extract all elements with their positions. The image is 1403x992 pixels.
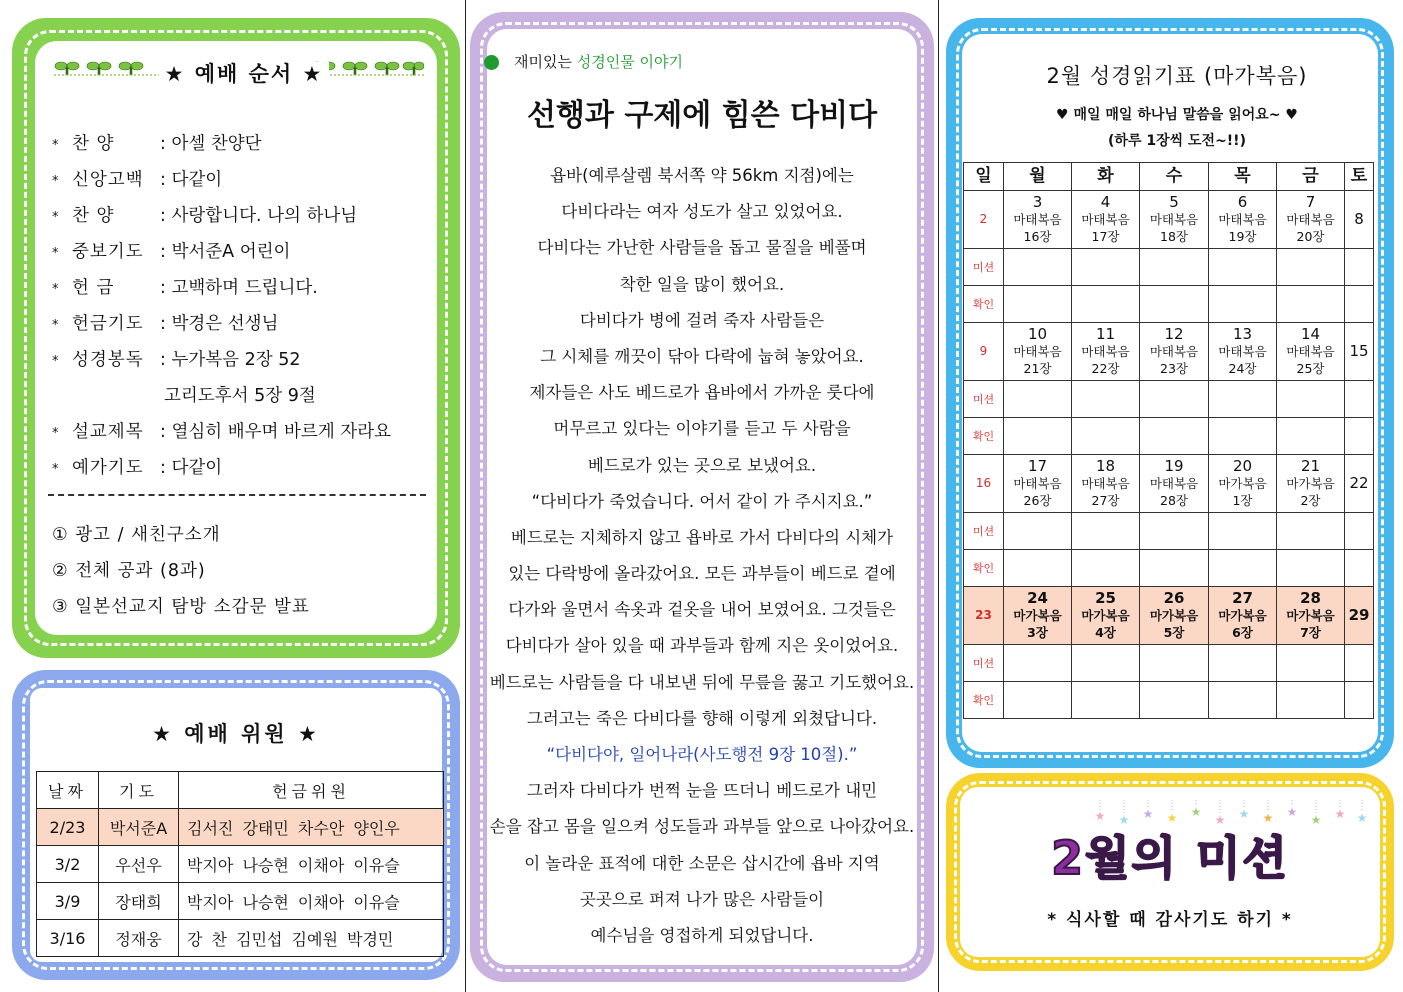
day-number: 25: [1095, 589, 1116, 607]
book-name: 마태복음: [1081, 476, 1130, 491]
date-cell: 3/16: [37, 920, 99, 957]
chapter: 28장: [1160, 493, 1188, 508]
weekday-header: 일: [964, 163, 1004, 191]
date-cell: 3/2: [37, 846, 99, 883]
chapter: 25장: [1296, 361, 1325, 376]
bullet-dot-icon: [484, 55, 499, 70]
table-row: [37, 809, 444, 846]
heart-icon: ♥: [1056, 107, 1069, 123]
check-row: [964, 682, 1374, 719]
book-name: 마태복음: [1081, 212, 1130, 227]
chapter: 5장: [1163, 625, 1185, 640]
checkbox-cell[interactable]: [1004, 550, 1072, 587]
heart-icon: ♥: [1285, 107, 1298, 123]
reading-cell: [1140, 323, 1209, 381]
book-name: 마가복음: [1286, 608, 1335, 623]
asterisk-bullet: *: [52, 462, 59, 477]
column-header: 날짜: [37, 772, 99, 809]
story-subtitle: [514, 51, 683, 72]
story-line: 손을 잡고 몸을 일으켜 성도들과 과부들 앞으로 나아갔어요.: [489, 817, 915, 837]
order-item-label: 찬 양: [72, 206, 115, 226]
reading-cell: [1072, 455, 1140, 513]
checkbox-cell[interactable]: [1072, 513, 1140, 550]
book-name: 마태복음: [1013, 212, 1062, 227]
mission-row: [964, 381, 1374, 418]
reading-cell: [1004, 191, 1072, 249]
reading-cell: [1209, 587, 1277, 645]
checkbox-cell[interactable]: [1004, 418, 1072, 455]
asterisk-bullet: *: [52, 138, 59, 153]
story-line: 다비다가 살아 있을 때 과부들과 함께 지은 옷이었어요.: [505, 636, 899, 656]
story-subtitle-highlight: 성경인물 이야기: [576, 53, 683, 71]
svg-text:★: ★: [1094, 809, 1106, 823]
day-number: 20: [1232, 457, 1253, 475]
order-item: [52, 414, 391, 450]
checkbox-cell[interactable]: [1277, 513, 1345, 550]
committee-table: [36, 771, 444, 957]
checkbox-cell[interactable]: [1345, 286, 1374, 323]
checkbox-cell[interactable]: [1209, 249, 1277, 286]
story-line: 이 놀라운 표적에 대한 소문은 삽시간에 욥바 지역: [524, 853, 880, 873]
chapter: 6장: [1232, 625, 1253, 640]
mission-label: 미션: [964, 249, 1004, 286]
chapter: 21장: [1023, 361, 1052, 376]
chapter: 26장: [1023, 493, 1052, 508]
checkbox-cell[interactable]: [1072, 550, 1140, 587]
committee-title: ★ 예배 위원 ★: [152, 722, 320, 746]
calendar-week-row: [964, 455, 1374, 513]
calendar-week-row: [964, 323, 1374, 381]
chapter: 16장: [1023, 229, 1052, 244]
weekday-header: 목: [1209, 163, 1277, 191]
chapter: 19장: [1228, 229, 1257, 244]
order-item-value: : 열심히 배우며 바르게 자라요: [160, 422, 392, 442]
order-item-label: 설교제목: [72, 422, 144, 442]
book-name: 마태복음: [1149, 212, 1199, 227]
prayer-cell: 박서준A: [99, 809, 179, 846]
checkbox-cell[interactable]: [1004, 513, 1072, 550]
order-item-label: 중보기도: [72, 242, 144, 262]
sunday-date: 9: [964, 323, 1004, 381]
check-row: [964, 418, 1374, 455]
asterisk-bullet: *: [52, 210, 59, 225]
day-number: 10: [1027, 325, 1048, 343]
notice-item: ③ 일본선교지 탐방 소감문 발표: [52, 597, 310, 617]
story-line: 있는 다락방에 올라갔어요. 모든 과부들이 베드로 곁에: [508, 564, 896, 584]
members-cell: 박지아 나승현 이채아 이유슬: [179, 883, 444, 920]
reading-cell: [1277, 587, 1345, 645]
story-line: 다가와 울면서 속옷과 겉옷을 내어 보였어요. 그것들은: [508, 600, 896, 620]
sunday-date: 2: [964, 191, 1004, 249]
saturday-date: 29: [1345, 587, 1374, 645]
checkbox-cell[interactable]: [1277, 550, 1345, 587]
table-row: [37, 846, 444, 883]
chapter: 22장: [1091, 361, 1120, 376]
checkbox-cell[interactable]: [1345, 381, 1374, 418]
book-name: 마가복음: [1081, 608, 1130, 623]
checkbox-cell[interactable]: [1004, 249, 1072, 286]
story-line: 곳곳으로 퍼져 나가 많은 사람들이: [579, 889, 825, 909]
checkbox-cell[interactable]: [1345, 645, 1374, 682]
order-item: [52, 270, 391, 306]
checkbox-cell[interactable]: [1140, 249, 1209, 286]
svg-text:★: ★: [1190, 805, 1202, 819]
day-number: 12: [1164, 325, 1184, 343]
sunday-date: 16: [964, 455, 1004, 513]
chapter: 1장: [1232, 493, 1253, 508]
order-item: [52, 450, 391, 486]
chapter: 4장: [1095, 625, 1116, 640]
reading-cell: [1004, 587, 1072, 645]
checkbox-cell[interactable]: [1072, 418, 1140, 455]
checkbox-cell[interactable]: [1277, 249, 1345, 286]
reading-cell: [1072, 587, 1140, 645]
order-item: [52, 126, 391, 162]
checkbox-cell[interactable]: [1277, 418, 1345, 455]
book-name: 마가복음: [1218, 476, 1267, 491]
svg-text:★: ★: [1118, 813, 1130, 827]
checkbox-cell[interactable]: [1345, 513, 1374, 550]
story-line: 다비다는 가난한 사람들을 돕고 물질을 베풀며: [537, 238, 867, 258]
checkbox-cell[interactable]: [1345, 418, 1374, 455]
reading-cell: [1004, 455, 1072, 513]
day-number: 21: [1300, 457, 1321, 475]
checkbox-cell[interactable]: [1209, 418, 1277, 455]
svg-text:★: ★: [1334, 807, 1346, 821]
members-cell: 강 찬 김민섭 김예원 박경민: [179, 920, 444, 957]
order-item-label: 성경봉독: [72, 350, 144, 370]
checkbox-cell[interactable]: [1209, 645, 1277, 682]
weekday-header: 토: [1345, 163, 1374, 191]
members-cell: 김서진 강태민 차수안 양인우: [179, 809, 444, 846]
story-line: 베드로는 사람들을 다 내보낸 뒤에 무릎을 꿇고 기도했어요.: [489, 672, 915, 692]
book-name: 마태복음: [1286, 212, 1335, 227]
sunday-date: 23: [964, 587, 1004, 645]
mission-label: 미션: [964, 381, 1004, 418]
order-item-value: : 다같이: [160, 170, 223, 190]
checkbox-cell[interactable]: [1277, 682, 1345, 719]
notice-item: ① 광고 / 새친구소개: [52, 525, 221, 545]
chapter: 2장: [1300, 493, 1321, 508]
weekday-header: 수: [1140, 163, 1209, 191]
reading-cell: [1140, 191, 1209, 249]
order-item-value: 고리도후서 5장 9절: [164, 386, 316, 406]
order-item-value: : 박경은 선생님: [160, 314, 279, 334]
chapter: 3장: [1027, 625, 1048, 640]
column-divider: [938, 0, 939, 992]
check-label: 확인: [964, 286, 1004, 323]
mission-text: * 식사할 때 감사기도 하기 *: [1047, 910, 1293, 930]
reading-cell: [1277, 191, 1345, 249]
column-header: 기도: [99, 772, 179, 809]
reading-cell: [1004, 323, 1072, 381]
order-item-label: 헌금기도: [72, 314, 144, 334]
order-item-value: : 박서준A 어린이: [160, 242, 291, 262]
svg-text:★: ★: [1262, 811, 1274, 825]
table-row: [37, 920, 444, 957]
reading-cell: [1209, 191, 1277, 249]
reading-cell: [1277, 323, 1345, 381]
asterisk-bullet: *: [52, 426, 59, 441]
day-number: 27: [1232, 589, 1253, 607]
checkbox-cell[interactable]: [1277, 286, 1345, 323]
checkbox-cell[interactable]: [1072, 682, 1140, 719]
day-number: 6: [1237, 193, 1248, 211]
reading-challenge: (하루 1장씩 도전~!!): [1108, 133, 1246, 149]
reading-cell: [1277, 455, 1345, 513]
svg-text:★: ★: [1142, 807, 1154, 821]
calendar-week-row: [964, 191, 1374, 249]
day-number: 17: [1027, 457, 1048, 475]
reading-calendar: [963, 162, 1374, 719]
asterisk-bullet: *: [52, 318, 59, 333]
day-number: 5: [1169, 193, 1179, 211]
column-header: 헌금위원: [179, 772, 444, 809]
order-item: [52, 306, 391, 342]
checkbox-cell[interactable]: [1345, 550, 1374, 587]
checkbox-cell[interactable]: [1345, 682, 1374, 719]
checkbox-cell[interactable]: [1140, 645, 1209, 682]
story-line: 그 시체를 깨끗이 닦아 다락에 눕혀 놓았어요.: [540, 346, 864, 366]
date-cell: 2/23: [37, 809, 99, 846]
book-name: 마가복음: [1286, 476, 1335, 491]
story-line: 예수님을 영접하게 되었답니다.: [590, 925, 814, 945]
book-name: 마태복음: [1218, 212, 1267, 227]
day-number: 24: [1027, 589, 1048, 607]
mission-label: 미션: [964, 513, 1004, 550]
members-cell: 박지아 나승현 이채아 이유슬: [179, 846, 444, 883]
checkbox-cell[interactable]: [1140, 418, 1209, 455]
chapter: 20장: [1296, 229, 1325, 244]
order-item-value: : 아셀 찬양단: [160, 134, 262, 154]
book-name: 마가복음: [1149, 608, 1199, 623]
checkbox-cell[interactable]: [1277, 381, 1345, 418]
chapter: 18장: [1160, 229, 1188, 244]
order-item-label: 예가기도: [72, 458, 144, 478]
order-item-label: 신앙고백: [72, 170, 144, 190]
book-name: 마태복음: [1149, 476, 1199, 491]
order-item: [52, 378, 391, 414]
mission-row: [964, 513, 1374, 550]
checkbox-cell[interactable]: [1004, 645, 1072, 682]
weekday-header: 금: [1277, 163, 1345, 191]
checkbox-cell[interactable]: [1004, 682, 1072, 719]
chapter: 17장: [1091, 229, 1120, 244]
asterisk-bullet: *: [52, 246, 59, 261]
order-item-label: 찬 양: [72, 134, 115, 154]
svg-text:★: ★: [1214, 813, 1226, 827]
story-subtitle-prefix: 재미있는: [514, 53, 572, 71]
asterisk-bullet: *: [52, 174, 59, 189]
order-item: [52, 234, 391, 270]
checkbox-cell[interactable]: [1209, 550, 1277, 587]
story-line: 그러자 다비다가 번쩍 눈을 뜨더니 베드로가 내민: [526, 781, 878, 801]
checkbox-cell[interactable]: [1140, 381, 1209, 418]
order-item: [52, 342, 391, 378]
story-line: 욥바(예루살렘 북서쪽 약 56km 지점)에는: [550, 166, 854, 185]
checkbox-cell[interactable]: [1209, 513, 1277, 550]
table-header-row: [37, 772, 444, 809]
order-item-value: : 고백하며 드립니다.: [160, 278, 318, 298]
reading-cell: [1072, 323, 1140, 381]
saturday-date: 22: [1345, 455, 1374, 513]
story-line: 머무르고 있다는 이야기를 듣고 두 사람을: [553, 419, 851, 439]
checkbox-cell[interactable]: [1140, 550, 1209, 587]
asterisk-bullet: *: [52, 354, 59, 369]
prayer-cell: 정재웅: [99, 920, 179, 957]
story-line: 착한 일을 많이 했어요.: [619, 274, 785, 294]
checkbox-cell[interactable]: [1277, 645, 1345, 682]
column-divider: [465, 0, 466, 992]
check-label: 확인: [964, 682, 1004, 719]
day-number: 26: [1163, 589, 1185, 607]
story-line: “다비다가 죽었습니다. 어서 같이 가 주시지요.”: [531, 491, 873, 511]
checkbox-cell[interactable]: [1072, 286, 1140, 323]
svg-text:★: ★: [1310, 813, 1322, 827]
book-name: 마태복음: [1149, 344, 1199, 359]
order-item-value: : 다같이: [160, 458, 223, 478]
checkbox-cell[interactable]: [1140, 286, 1209, 323]
chapter: 23장: [1160, 361, 1188, 376]
checkbox-cell[interactable]: [1072, 645, 1140, 682]
reading-cell: [1140, 587, 1209, 645]
mission-row: [964, 249, 1374, 286]
story-line: “다비다야, 일어나라(사도행전 9장 10절).”: [546, 745, 858, 764]
day-number: 14: [1300, 325, 1321, 343]
checkbox-cell[interactable]: [1004, 381, 1072, 418]
asterisk-bullet: *: [52, 282, 59, 297]
reading-cell: [1140, 455, 1209, 513]
reading-subtitle: ♥ 매일 매일 하나님 말씀을 읽어요~ ♥: [1056, 107, 1298, 123]
saturday-date: 8: [1345, 191, 1374, 249]
checkbox-cell[interactable]: [1004, 286, 1072, 323]
check-label: 확인: [964, 550, 1004, 587]
checkbox-cell[interactable]: [1209, 682, 1277, 719]
check-row: [964, 286, 1374, 323]
day-number: 7: [1305, 193, 1316, 211]
reading-cell: [1072, 191, 1140, 249]
calendar-week-row: [964, 587, 1374, 645]
order-item-label: 헌 금: [72, 278, 115, 298]
svg-text:★: ★: [1356, 811, 1368, 825]
book-name: 마가복음: [1218, 608, 1267, 623]
svg-text:★: ★: [1286, 805, 1298, 819]
dashed-separator: [48, 494, 426, 496]
reading-cell: [1209, 455, 1277, 513]
prayer-cell: 장태희: [99, 883, 179, 920]
story-line: 베드로는 지체하지 않고 욥바로 가서 다비다의 시체가: [510, 527, 894, 547]
check-row: [964, 550, 1374, 587]
day-number: 13: [1232, 325, 1253, 343]
checkbox-cell[interactable]: [1140, 682, 1209, 719]
story-line: 베드로가 있는 곳으로 보냈어요.: [587, 455, 817, 475]
book-name: 마태복음: [1013, 476, 1062, 491]
story-line: 다비다라는 여자 성도가 살고 있었어요.: [561, 202, 843, 222]
day-number: 3: [1032, 193, 1043, 211]
saturday-date: 15: [1345, 323, 1374, 381]
mission-label: 미션: [964, 645, 1004, 682]
notice-item: ② 전체 공과 (8과): [52, 561, 206, 581]
day-number: 28: [1300, 589, 1321, 607]
chapter: 7장: [1300, 625, 1321, 640]
book-name: 마태복음: [1218, 344, 1267, 359]
day-number: 4: [1100, 193, 1111, 211]
reading-title: 2월 성경읽기표 (마가복음): [1046, 64, 1308, 88]
book-name: 마가복음: [1013, 608, 1062, 623]
reading-cell: [1209, 323, 1277, 381]
table-row: [37, 883, 444, 920]
checkbox-cell[interactable]: [1209, 286, 1277, 323]
checkbox-cell[interactable]: [1209, 381, 1277, 418]
calendar-header-row: [964, 163, 1374, 191]
order-item: [52, 198, 391, 234]
notice-list: [52, 517, 310, 625]
mission-title: 2월의 미션: [1051, 831, 1289, 885]
day-number: 11: [1095, 325, 1116, 343]
day-number: 19: [1164, 457, 1184, 475]
prayer-cell: 우선우: [99, 846, 179, 883]
book-name: 마태복음: [1013, 344, 1062, 359]
order-list: [52, 126, 391, 486]
weekday-header: 월: [1004, 163, 1072, 191]
chapter: 27장: [1091, 493, 1120, 508]
order-item-value: : 누가복음 2장 52: [160, 350, 301, 370]
order-item: [52, 162, 391, 198]
story-line: 그러고는 죽은 다비다를 향해 이렇게 외쳤답니다.: [526, 708, 878, 728]
story-title: 선행과 구제에 힘쓴 다비다: [526, 98, 878, 133]
day-number: 18: [1095, 457, 1116, 475]
story-line: 제자들은 사도 베드로가 욥바에서 가까운 룻다에: [529, 383, 875, 403]
svg-text:★: ★: [1166, 811, 1178, 825]
story-body: [484, 158, 920, 954]
checkbox-cell[interactable]: [1072, 249, 1140, 286]
story-line: 다비다가 병에 걸려 죽자 사람들은: [579, 310, 825, 330]
order-title: ★ 예배 순서 ★: [0, 58, 488, 88]
book-name: 마태복음: [1081, 344, 1130, 359]
weekday-header: 화: [1072, 163, 1140, 191]
order-item-value: : 사랑합니다. 나의 하나님: [160, 206, 358, 226]
checkbox-cell[interactable]: [1072, 381, 1140, 418]
chapter: 24장: [1228, 361, 1257, 376]
checkbox-cell[interactable]: [1140, 513, 1209, 550]
mission-row: [964, 645, 1374, 682]
date-cell: 3/9: [37, 883, 99, 920]
check-label: 확인: [964, 418, 1004, 455]
checkbox-cell[interactable]: [1345, 249, 1374, 286]
book-name: 마태복음: [1286, 344, 1335, 359]
svg-text:★: ★: [1238, 807, 1250, 821]
